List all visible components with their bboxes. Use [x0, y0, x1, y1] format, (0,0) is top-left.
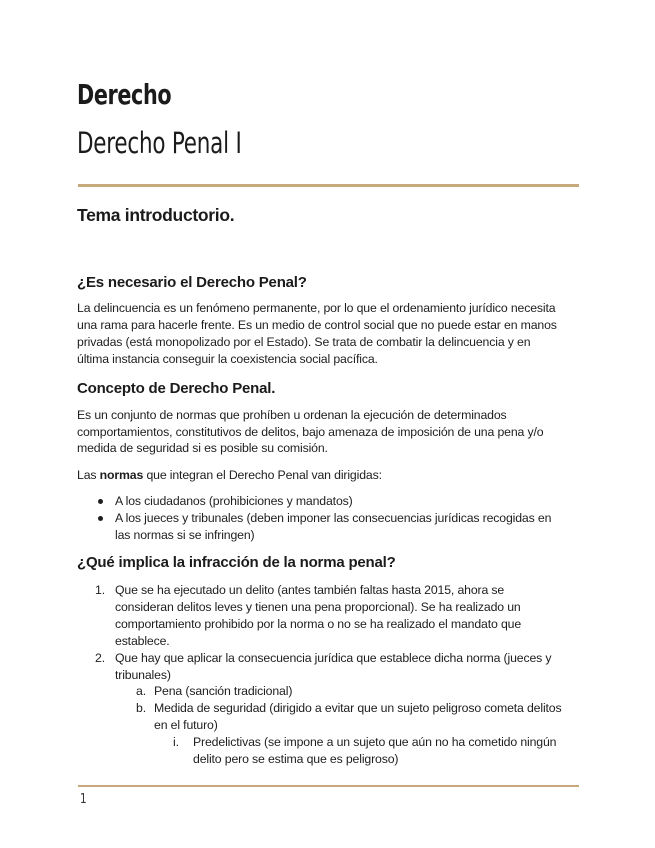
list-item: b. Medida de seguridad (dirigido a evitar que un sujeto peligroso cometa delitos en el futuro)	[136, 701, 562, 733]
text-line: última instancia conseguir la coexistencia social pacífica.	[77, 351, 378, 366]
list-marker: 1.	[95, 582, 105, 597]
list-marker: i.	[173, 735, 179, 750]
list-marker: b.	[136, 701, 146, 716]
text-line: privadas (está monopolizado por el Estado). Se trata de combatir la delincuencia y en	[77, 334, 531, 349]
text-line: comportamientos, constitutivos de delitos, bajo amenaza de imposición de una pena y/o	[77, 424, 544, 439]
bullet-icon	[98, 516, 103, 521]
list-item: A los jueces y tribunales (deben imponer las consecuencias jurídicas recogidas en las normas si se infringen)	[77, 510, 583, 544]
text-line: una rama para hacerle frente. Es un medio de control social que no puede estar en manos	[77, 317, 557, 332]
bold-term-normas: normas	[99, 468, 144, 483]
list-marker: 2.	[95, 650, 105, 665]
page-number: 1	[80, 792, 87, 807]
document-title: Derecho	[77, 78, 172, 111]
bullet-icon	[98, 499, 103, 504]
paragraph-concepto	[77, 407, 583, 458]
list-item: 1. Que se ha ejecutado un delito (antes también faltas hasta 2015, ahora se consideran delitos leves y tienen una pena proporcional). Se ha realizado un comportamiento prohibido por la norma o no se ha realizado el mandato que establece.	[95, 582, 522, 648]
document-body	[77, 203, 583, 768]
section-heading-necesidad: ¿Es necesario el Derecho Penal?	[77, 274, 307, 291]
list-item: a. Pena (sanción tradicional)	[136, 684, 293, 699]
footer-divider	[78, 785, 579, 787]
section-heading-infraccion: ¿Qué implica la infracción de la norma penal?	[77, 553, 396, 571]
list-item: i. Predelictivas (se impone a un sujeto que aún no ha cometido ningún delito pero se estima que es peligroso)	[173, 735, 557, 767]
bullet-list-destinatarios	[77, 493, 583, 544]
list-marker: a.	[136, 684, 146, 699]
sublist-medidas	[77, 734, 583, 768]
section-heading-concepto: Concepto de Derecho Penal.	[77, 379, 276, 397]
document-subtitle: Derecho Penal I	[77, 126, 242, 160]
header-divider	[78, 184, 579, 187]
text-line: La delincuencia es un fenómeno permanente, por lo que el ordenamiento jurídico necesita	[77, 301, 556, 315]
list-item: A los ciudadanos (prohibiciones y mandatos)	[77, 493, 583, 510]
numbered-list-infraccion	[77, 582, 583, 683]
paragraph-normas: Las normas que integran el Derecho Penal van dirigidas:	[77, 468, 382, 483]
text-line: Es un conjunto de normas que prohíben u ordenan la ejecución de determinados	[77, 407, 507, 422]
sublist-consecuencias	[77, 683, 583, 734]
topic-heading: Tema introductorio.	[77, 205, 235, 225]
paragraph-necesidad	[77, 300, 583, 368]
text-line: medida de seguridad si es posible su comisión.	[77, 441, 328, 456]
list-item: 2. Que hay que aplicar la consecuencia jurídica que establece dicha norma (jueces y tribunales)	[95, 650, 552, 682]
